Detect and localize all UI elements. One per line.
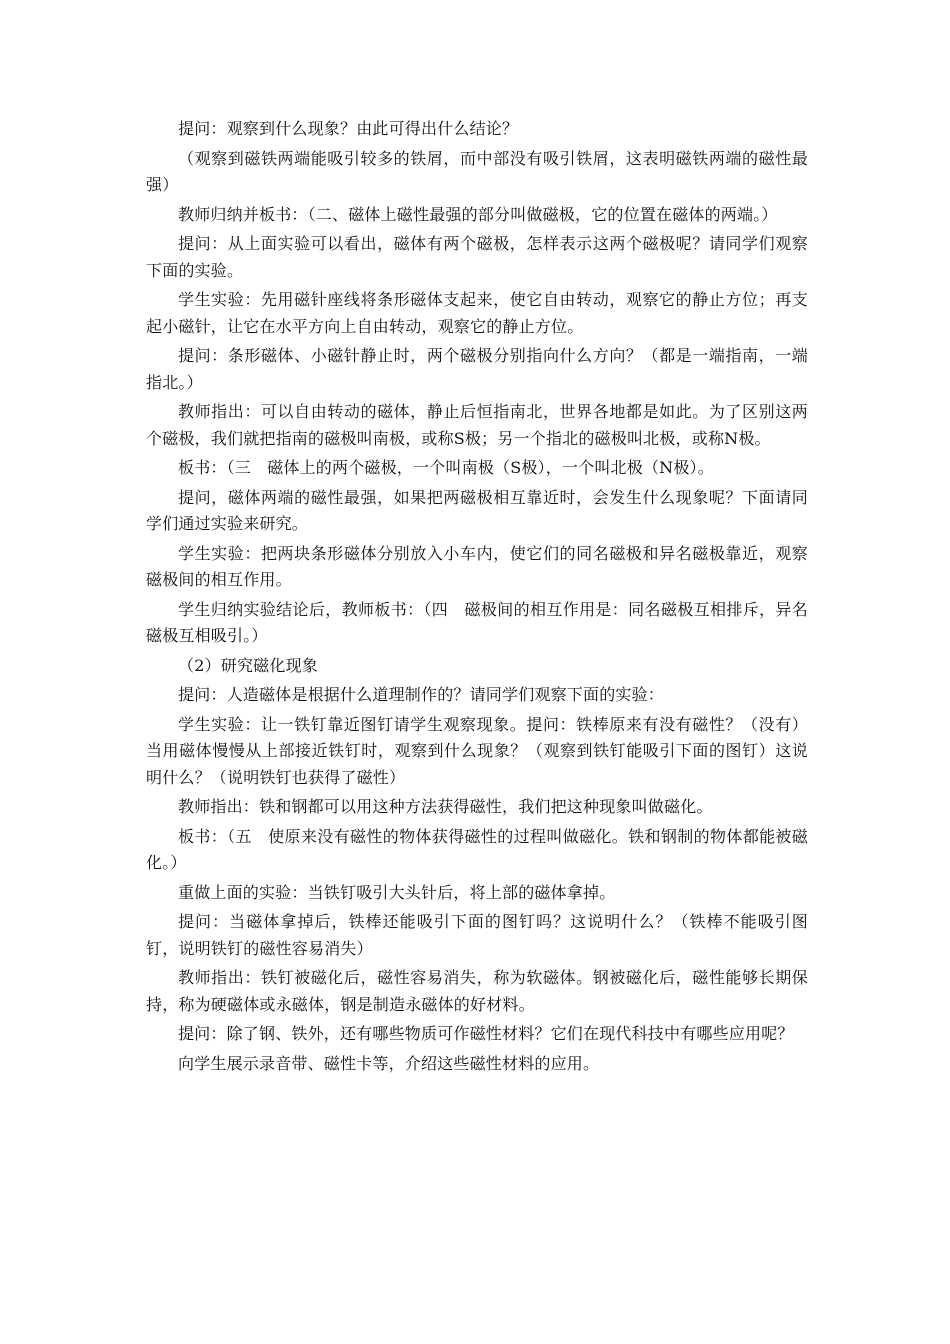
paragraph-board-poles: 教师归纳并板书：（二、磁体上磁性最强的部分叫做磁极，它的位置在磁体的两端。）: [178, 204, 778, 224]
paragraph-board-four: 学生归纳实验结论后，教师板书：（四 磁极间的相互作用是：同名磁极互相排斥，异名磁极互相吸引。）: [146, 599, 808, 645]
paragraph-board-five: 板书：（五 使原来没有磁性的物体获得磁性的过程叫做磁化。铁和钢制的物体都能被磁化。）: [146, 826, 808, 872]
paragraph-question-remove-magnet: 提问：当磁体拿掉后，铁棒还能吸引下面的图钉吗？这说明什么？（铁棒不能吸引图钉，说明铁钉的磁性容易消失）: [146, 912, 808, 958]
paragraph-question-artificial-magnet: 提问：人造磁体是根据什么道理制作的？请同学们观察下面的实验：: [178, 685, 665, 704]
paragraph-student-experiment-rest: 学生实验：先用磁针座线将条形磁体支起来，使它自由转动，观察它的静止方位；再支起小磁针，让它在水平方向上自由转动，观察它的静止方位。: [146, 290, 808, 336]
section-heading-magnetization: （2）研究磁化现象: [178, 655, 318, 675]
paragraph-teacher-south-north: 教师指出：可以自由转动的磁体，静止后恒指南北，世界各地都是如此。为了区别这两个磁极，我们就把指南的磁极叫南极，或称S极；另一个指北的磁极叫北极，或称N极。: [146, 402, 808, 448]
paragraph-show-applications: 向学生展示录音带、磁性卡等，介绍这些磁性材料的应用。: [178, 1053, 600, 1073]
paragraph-question-approach: 提问，磁体两端的磁性最强，如果把两磁极相互靠近时，会发生什么现象呢？下面请同学们通过实验来研究。: [146, 487, 808, 533]
paragraph-question-direction: 提问：条形磁体、小磁针静止时，两个磁极分别指向什么方向？（都是一端指南，一端指北。）: [146, 346, 808, 392]
paragraph-question-two-poles: 提问：从上面实验可以看出，磁体有两个磁极，怎样表示这两个磁极呢？请同学们观察下面的实验。: [146, 234, 808, 280]
paragraph-redo-experiment: 重做上面的实验：当铁钉吸引大头针后，将上部的磁体拿掉。: [178, 882, 616, 902]
paragraph-answer-magnet-ends: （观察到磁铁两端能吸引较多的铁屑，而中部没有吸引铁屑，这表明磁铁两端的磁性最强）: [146, 148, 808, 194]
paragraph-question-observation: 提问：观察到什么现象？由此可得出什么结论？: [178, 119, 519, 138]
paragraph-teacher-soft-hard: 教师指出：铁钉被磁化后，磁性容易消失，称为软磁体。钢被磁化后，磁性能够长期保持，称为硬磁体或永磁体，钢是制造永磁体的好材料。: [146, 968, 808, 1014]
paragraph-question-materials: 提问：除了钢、铁外，还有哪些物质可作磁性材料？它们在现代科技中有哪些应用呢？: [178, 1024, 794, 1043]
paragraph-board-three: 板书：（三 磁体上的两个磁极，一个叫南极（S极），一个叫北极（N极）。: [178, 458, 714, 477]
paragraph-student-experiment-cars: 学生实验：把两块条形磁体分别放入小车内，使它们的同名磁极和异名磁极靠近，观察磁极间的相互作用。: [146, 543, 808, 589]
document-body: [146, 116, 808, 1080]
paragraph-teacher-magnetization: 教师指出：铁和钢都可以用这种方法获得磁性，我们把这种现象叫做磁化。: [178, 797, 713, 816]
paragraph-student-experiment-nail: 学生实验：让一铁钉靠近图钉请学生观察现象。提问：铁棒原来有没有磁性？（没有）当用磁体慢慢从上部接近铁钉时，观察到什么现象？（观察到铁钉能吸引下面的图钉）这说明什么？（说明铁钉也获得了磁性）: [146, 714, 808, 787]
